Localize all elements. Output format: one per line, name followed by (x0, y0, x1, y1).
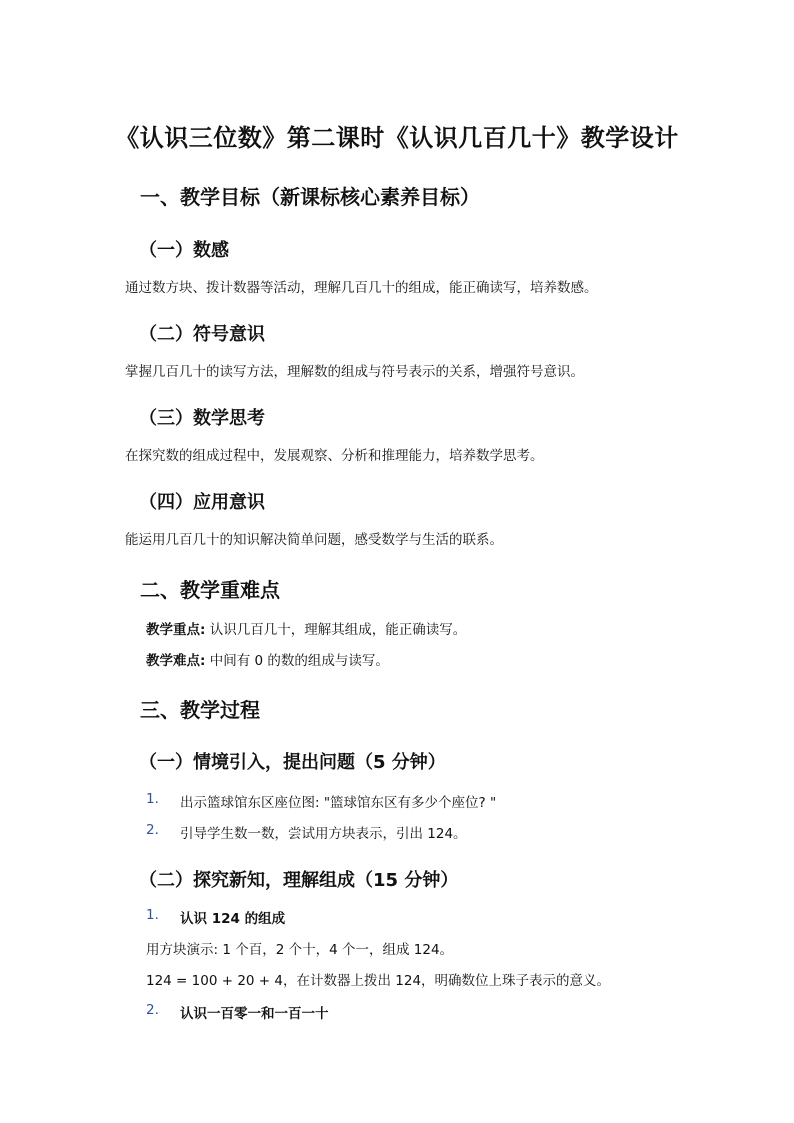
subheading-number-sense: （一）数感 (139, 240, 229, 261)
paragraph-number-sense: 通过数方块、拨计数器等活动，理解几百几十的组成，能正确读写，培养数感。 (125, 280, 598, 296)
teaching-difficulty-line (146, 649, 389, 669)
section-heading-process: 三、教学过程 (140, 698, 260, 722)
teaching-difficulty-text: 中间有 0 的数的组成与读写。 (205, 653, 389, 669)
teaching-difficulty-label: 教学难点: (146, 653, 206, 669)
list-item-text: 认识 124 的组成 (180, 911, 286, 927)
list-item-number: 1. (146, 907, 159, 923)
subheading-introduction: （一）情境引入，提出问题（5 分钟） (139, 752, 446, 773)
list-item-number: 1. (146, 791, 159, 807)
subheading-math-thinking: （三）数学思考 (139, 408, 265, 429)
teaching-focus-line (146, 618, 466, 638)
teaching-focus-label: 教学重点: (146, 622, 206, 638)
section-heading-key-points: 二、教学重难点 (140, 578, 280, 602)
paragraph-symbol-awareness: 掌握几百几十的读写方法，理解数的组成与符号表示的关系，增强符号意识。 (125, 364, 584, 380)
list-item-text: 出示篮球馆东区座位图: "篮球馆东区有多少个座位? " (180, 795, 497, 811)
paragraph-application: 能运用几百几十的知识解决简单问题，感受数学与生活的联系。 (125, 532, 503, 548)
paragraph-math-thinking: 在探究数的组成过程中，发展观察、分析和推理能力，培养数学思考。 (125, 448, 544, 464)
subheading-symbol-awareness: （二）符号意识 (139, 324, 265, 345)
paragraph-counter-demo: 124 = 100 + 20 + 4，在计数器上拨出 124，明确数位上珠子表示的意义。 (146, 973, 611, 989)
list-item-text: 引导学生数一数，尝试用方块表示，引出 124。 (180, 826, 467, 842)
paragraph-block-demo: 用方块演示: 1 个百，2 个十，4 个一，组成 124。 (146, 942, 454, 958)
subheading-exploration: （二）探究新知，理解组成（15 分钟） (139, 870, 459, 891)
section-heading-objectives: 一、教学目标（新课标核心素养目标） (140, 185, 480, 209)
subheading-application: （四）应用意识 (139, 492, 265, 513)
list-item-text: 认识一百零一和一百一十 (180, 1006, 329, 1022)
document-title: 《认识三位数》第二课时《认识几百几十》教学设计 (115, 124, 679, 152)
teaching-focus-text: 认识几百几十，理解其组成，能正确读写。 (205, 622, 467, 638)
list-item-number: 2. (146, 822, 159, 838)
list-item-number: 2. (146, 1002, 159, 1018)
